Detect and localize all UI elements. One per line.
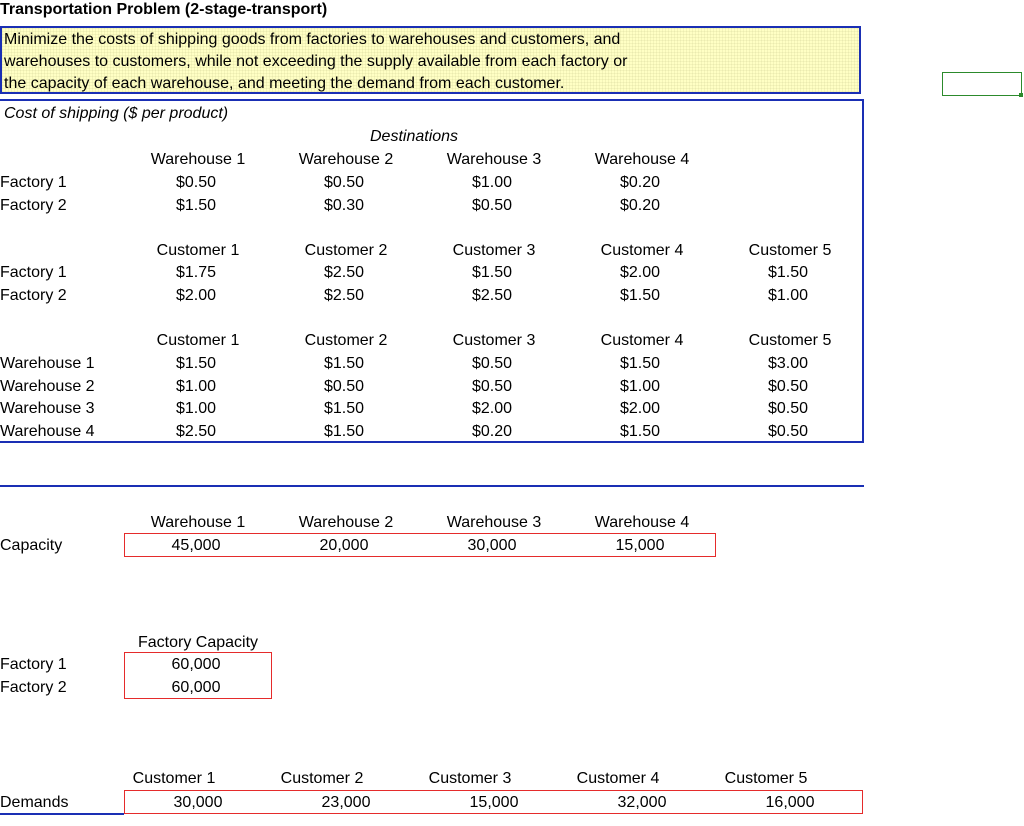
row-label: Factory 1 — [0, 174, 67, 191]
column-header: Customer 3 — [452, 242, 536, 259]
cost-cell[interactable]: $0.50 — [323, 378, 365, 395]
capacity-cell[interactable]: 15,000 — [615, 537, 665, 554]
cost-cell[interactable]: $1.50 — [619, 355, 661, 372]
cost-cell[interactable]: $0.50 — [471, 355, 513, 372]
description-line: Minimize the costs of shipping goods from factories to warehouses and customers, and — [4, 31, 621, 48]
column-header: Customer 4 — [600, 242, 684, 259]
row-label: Factory 1 — [0, 656, 67, 673]
column-header: Warehouse 3 — [446, 151, 542, 168]
column-header: Customer 2 — [304, 332, 388, 349]
column-header: Warehouse 3 — [446, 514, 542, 531]
column-header: Warehouse 1 — [150, 514, 246, 531]
cost-cell[interactable]: $1.50 — [175, 355, 217, 372]
row-label: Factory 2 — [0, 197, 67, 214]
section-divider — [0, 485, 864, 487]
cost-cell[interactable]: $1.50 — [323, 423, 365, 440]
column-header: Customer 2 — [304, 242, 388, 259]
column-header: Customer 4 — [576, 770, 660, 787]
column-header: Warehouse 1 — [150, 151, 246, 168]
row-label: Warehouse 2 — [0, 378, 95, 395]
description-line: warehouses to customers, while not exceeding the supply available from each factory or — [4, 53, 628, 70]
cost-cell[interactable]: $1.50 — [767, 264, 809, 281]
cost-cell[interactable]: $0.20 — [619, 197, 661, 214]
cost-cell[interactable]: $2.50 — [175, 423, 217, 440]
capacity-cell[interactable]: 45,000 — [171, 537, 221, 554]
row-label: Factory 1 — [0, 264, 67, 281]
description-box — [0, 26, 861, 94]
fill-handle[interactable] — [1019, 93, 1023, 97]
factory-capacity-cell[interactable]: 60,000 — [171, 679, 221, 696]
cost-cell[interactable]: $0.20 — [619, 174, 661, 191]
column-header: Customer 5 — [748, 332, 832, 349]
column-header: Warehouse 4 — [594, 151, 690, 168]
column-header: Customer 3 — [428, 770, 512, 787]
cost-cell[interactable]: $2.50 — [471, 287, 513, 304]
sheet-title: Transportation Problem (2-stage-transport) — [0, 1, 328, 18]
cost-cell[interactable]: $0.30 — [323, 197, 365, 214]
cost-cell[interactable]: $1.00 — [175, 378, 217, 395]
cost-cell[interactable]: $2.50 — [323, 287, 365, 304]
column-header: Customer 4 — [600, 332, 684, 349]
demand-cell[interactable]: 16,000 — [765, 794, 815, 811]
column-header: Warehouse 4 — [594, 514, 690, 531]
cost-cell[interactable]: $0.50 — [471, 378, 513, 395]
cost-cell[interactable]: $1.50 — [323, 355, 365, 372]
cost-cell[interactable]: $3.00 — [767, 355, 809, 372]
cost-cell[interactable]: $1.50 — [619, 287, 661, 304]
demand-cell[interactable]: 32,000 — [617, 794, 667, 811]
demand-cell[interactable]: 15,000 — [469, 794, 519, 811]
cost-cell[interactable]: $1.50 — [471, 264, 513, 281]
cost-cell[interactable]: $2.00 — [175, 287, 217, 304]
cost-cell[interactable]: $0.50 — [767, 378, 809, 395]
cost-cell[interactable]: $0.50 — [471, 197, 513, 214]
cost-cell[interactable]: $0.20 — [471, 423, 513, 440]
cost-cell[interactable]: $0.50 — [767, 400, 809, 417]
column-header: Customer 1 — [132, 770, 216, 787]
column-header: Warehouse 2 — [298, 151, 394, 168]
column-header: Customer 1 — [156, 242, 240, 259]
column-header: Customer 2 — [280, 770, 364, 787]
capacity-cell[interactable]: 20,000 — [319, 537, 369, 554]
column-header: Factory Capacity — [137, 634, 259, 651]
cost-cell[interactable]: $1.75 — [175, 264, 217, 281]
cost-cell[interactable]: $1.00 — [619, 378, 661, 395]
row-label: Factory 2 — [0, 679, 67, 696]
capacity-cell[interactable]: 30,000 — [467, 537, 517, 554]
cost-cell[interactable]: $0.50 — [323, 174, 365, 191]
cost-cell[interactable]: $1.50 — [175, 197, 217, 214]
description-line: the capacity of each warehouse, and meeting the demand from each customer. — [4, 75, 565, 92]
cost-cell[interactable]: $1.00 — [767, 287, 809, 304]
row-label: Warehouse 3 — [0, 400, 95, 417]
row-label: Factory 2 — [0, 287, 67, 304]
factory-capacity-cell[interactable]: 60,000 — [171, 656, 221, 673]
row-label: Warehouse 4 — [0, 423, 95, 440]
cost-section-title: Cost of shipping ($ per product) — [4, 105, 229, 122]
destinations-label: Destinations — [370, 128, 459, 145]
demand-cell[interactable]: 23,000 — [321, 794, 371, 811]
cost-cell[interactable]: $2.00 — [619, 400, 661, 417]
demand-cell[interactable]: 30,000 — [173, 794, 223, 811]
column-header: Customer 3 — [452, 332, 536, 349]
row-label: Capacity — [0, 537, 63, 554]
label-underline — [0, 813, 124, 815]
column-header: Customer 1 — [156, 332, 240, 349]
column-header: Warehouse 2 — [298, 514, 394, 531]
cost-cell[interactable]: $2.00 — [619, 264, 661, 281]
cost-cell[interactable]: $0.50 — [767, 423, 809, 440]
cost-cell[interactable]: $1.50 — [323, 400, 365, 417]
column-header: Customer 5 — [724, 770, 808, 787]
cost-cell[interactable]: $1.50 — [619, 423, 661, 440]
cost-cell[interactable]: $1.00 — [175, 400, 217, 417]
row-label: Demands — [0, 794, 69, 811]
cost-cell[interactable]: $0.50 — [175, 174, 217, 191]
cost-cell[interactable]: $2.50 — [323, 264, 365, 281]
row-label: Warehouse 1 — [0, 355, 95, 372]
cost-cell[interactable]: $1.00 — [471, 174, 513, 191]
column-header: Customer 5 — [748, 242, 832, 259]
cost-cell[interactable]: $2.00 — [471, 400, 513, 417]
selected-cell[interactable] — [942, 72, 1022, 96]
